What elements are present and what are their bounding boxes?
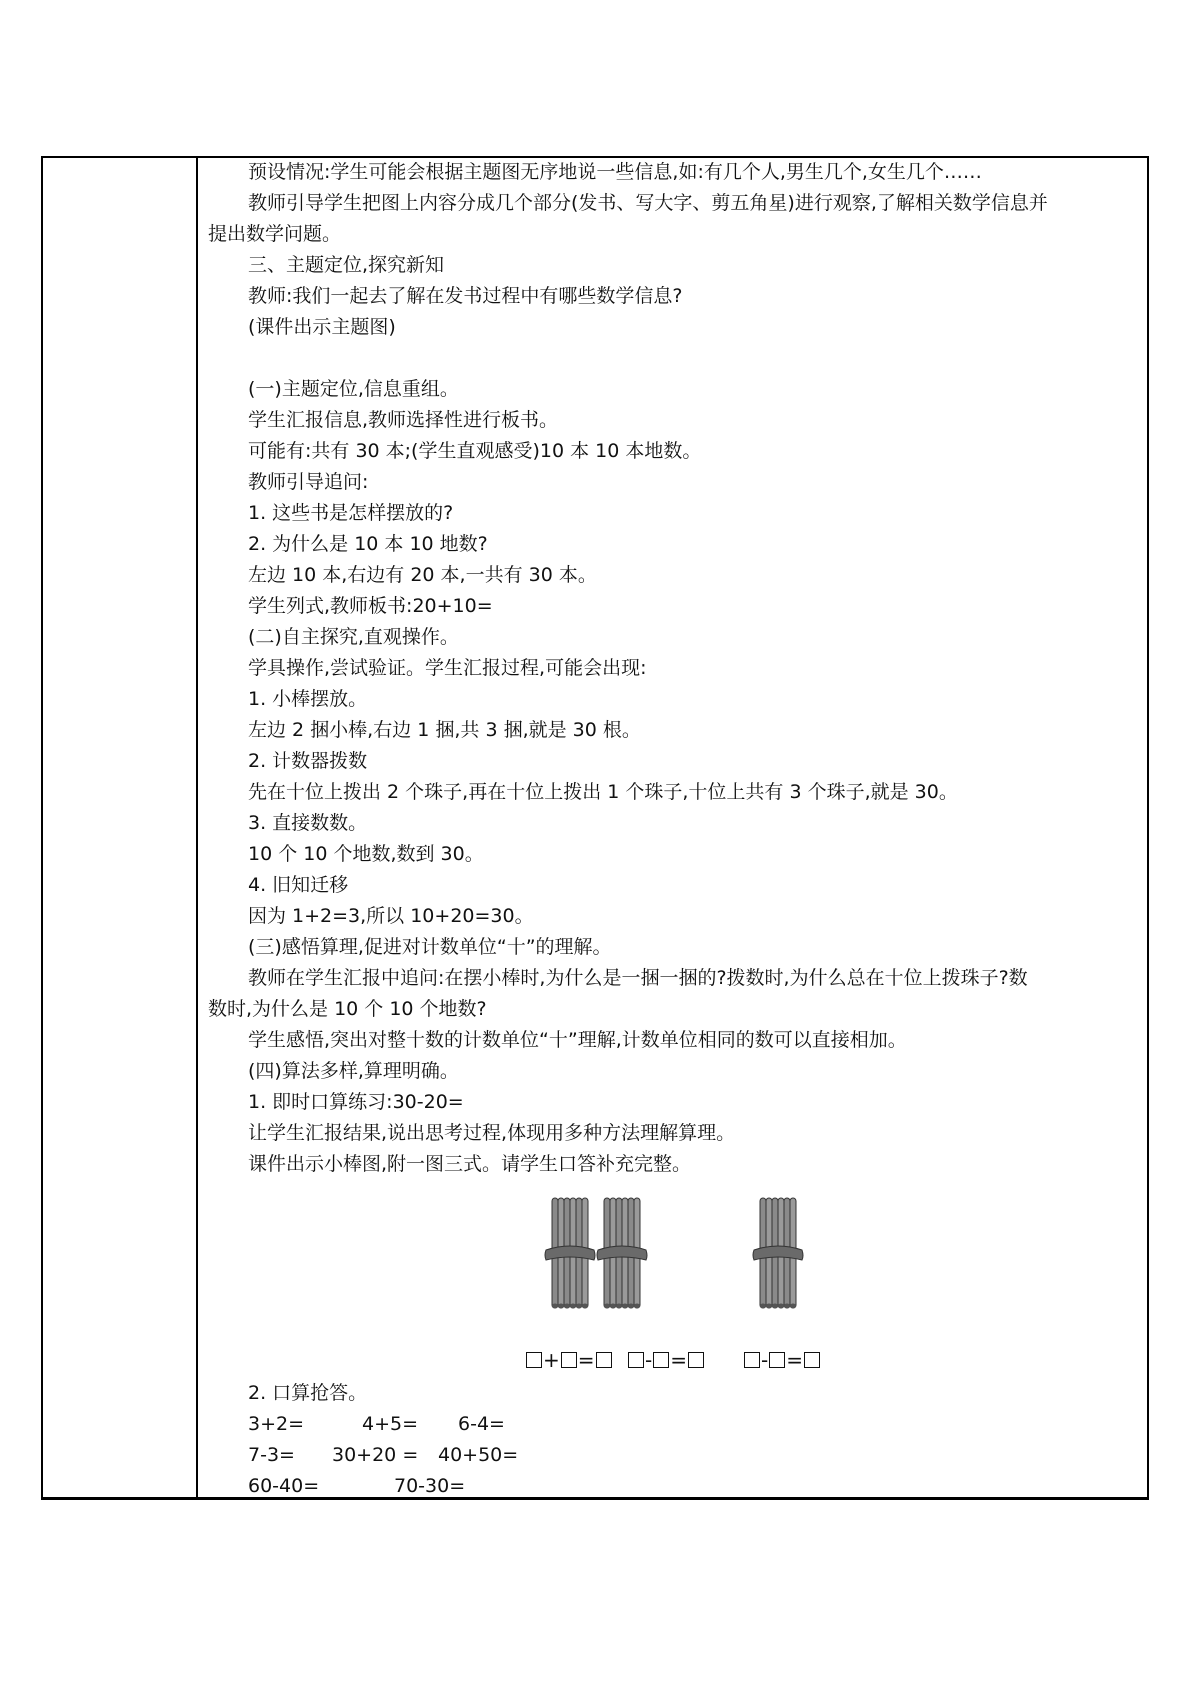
subsection-heading: (一)主题定位,信息重组。 xyxy=(248,378,459,400)
blank-box xyxy=(628,1352,644,1368)
formula-subtraction-1 xyxy=(628,1348,704,1372)
equals-sign: = xyxy=(577,1348,595,1372)
stick-bundle xyxy=(753,1198,803,1309)
text-line: 左边 2 捆小棒,右边 1 捆,共 3 捆,就是 30 根。 xyxy=(248,719,641,741)
blank-box xyxy=(526,1352,542,1368)
list-item: 1. 这些书是怎样摆放的? xyxy=(248,502,454,524)
text-line: 学生汇报信息,教师选择性进行板书。 xyxy=(248,409,559,431)
blank-box xyxy=(596,1352,612,1368)
list-item: 1. 即时口算练习:30-20= xyxy=(248,1091,464,1113)
text-line: 让学生汇报结果,说出思考过程,体现用多种方法理解算理。 xyxy=(248,1122,736,1144)
blank-box xyxy=(688,1352,704,1368)
text-line: (课件出示主题图) xyxy=(248,316,396,338)
oral-problem: 60-40= xyxy=(248,1475,320,1497)
section-heading: 三、主题定位,探究新知 xyxy=(248,254,445,276)
text-line: 教师:我们一起去了解在发书过程中有哪些数学信息? xyxy=(248,285,683,307)
stick-bundles-image xyxy=(540,1196,810,1316)
text-line: 学生感悟,突出对整十数的计数单位“十”理解,计数单位相同的数可以直接相加。 xyxy=(248,1029,907,1051)
oral-problem: 70-30= xyxy=(394,1475,466,1497)
subsection-heading: (二)自主探究,直观操作。 xyxy=(248,626,459,648)
text-line: 10 个 10 个地数,数到 30。 xyxy=(248,843,484,865)
subsection-heading: (四)算法多样,算理明确。 xyxy=(248,1060,459,1082)
list-item: 2. 为什么是 10 本 10 地数? xyxy=(248,533,488,555)
stick-bundle xyxy=(545,1198,595,1309)
minus-sign: - xyxy=(645,1348,653,1372)
formula-subtraction-2 xyxy=(744,1348,820,1372)
text-line: 先在十位上拨出 2 个珠子,再在十位上拨出 1 个珠子,十位上共有 3 个珠子,就是 30。 xyxy=(248,781,958,803)
text-line: 教师在学生汇报中追问:在摆小棒时,为什么是一捆一捆的?拨数时,为什么总在十位上拨珠子?数 xyxy=(248,967,1028,989)
formula-addition xyxy=(526,1348,612,1372)
blank-box xyxy=(561,1352,577,1368)
list-item: 1. 小棒摆放。 xyxy=(248,688,368,710)
equals-sign: = xyxy=(670,1348,687,1372)
text-line: 教师引导学生把图上内容分成几个部分(发书、写大字、剪五角星)进行观察,了解相关数学信息并 xyxy=(248,192,1048,214)
text-line: 数时,为什么是 10 个 10 个地数? xyxy=(208,998,487,1020)
text-line: 学生列式,教师板书:20+10= xyxy=(248,595,493,617)
list-item: 4. 旧知迁移 xyxy=(248,874,349,896)
plus-sign: + xyxy=(543,1348,560,1372)
oral-problem: 3+2= xyxy=(248,1413,305,1435)
oral-problem: 4+5= xyxy=(362,1413,419,1435)
oral-problem: 7-3= xyxy=(248,1444,295,1466)
list-item: 2. 口算抢答。 xyxy=(248,1382,368,1404)
oral-problem: 40+50= xyxy=(438,1444,519,1466)
text-line: 预设情况:学生可能会根据主题图无序地说一些信息,如:有几个人,男生几个,女生几个…… xyxy=(248,161,982,183)
subsection-heading: (三)感悟算理,促进对计数单位“十”的理解。 xyxy=(248,936,612,958)
text-line: 因为 1+2=3,所以 10+20=30。 xyxy=(248,905,534,927)
blank-box xyxy=(769,1352,785,1368)
text-line: 学具操作,尝试验证。学生汇报过程,可能会出现: xyxy=(248,657,647,679)
text-line: 提出数学问题。 xyxy=(208,223,342,245)
blank-box xyxy=(653,1352,669,1368)
blank-box xyxy=(804,1352,820,1368)
equals-sign: = xyxy=(786,1348,803,1372)
blank-box xyxy=(744,1352,760,1368)
oral-problem: 30+20 = xyxy=(332,1444,419,1466)
text-line: 教师引导追问: xyxy=(248,471,369,493)
table-column-divider xyxy=(196,156,198,1500)
text-line: 左边 10 本,右边有 20 本,一共有 30 本。 xyxy=(248,564,597,586)
stick-bundle xyxy=(597,1198,647,1309)
list-item: 3. 直接数数。 xyxy=(248,812,368,834)
list-item: 2. 计数器拨数 xyxy=(248,750,368,772)
text-line: 课件出示小棒图,附一图三式。请学生口答补充完整。 xyxy=(248,1153,692,1175)
oral-problem: 6-4= xyxy=(458,1413,505,1435)
text-line: 可能有:共有 30 本;(学生直观感受)10 本 10 本地数。 xyxy=(248,440,702,462)
minus-sign: - xyxy=(761,1348,769,1372)
